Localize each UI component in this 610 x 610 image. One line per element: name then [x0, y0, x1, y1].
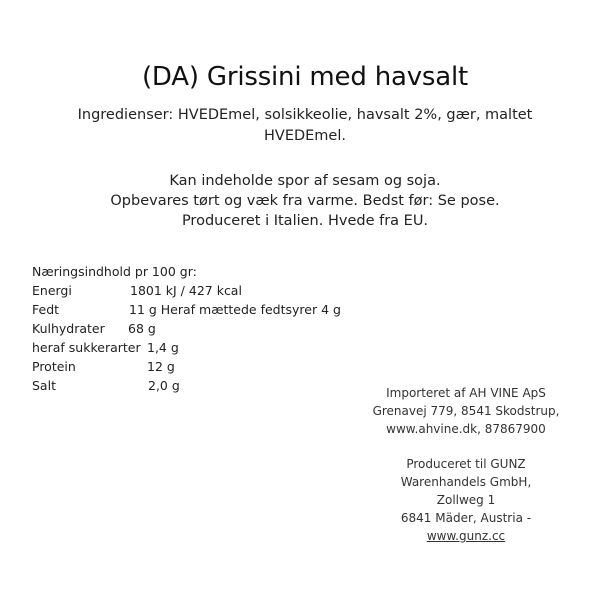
- product-title: (DA) Grissini med havsalt: [141, 62, 469, 92]
- importer-line: Importeret af AH VINE ApS: [386, 386, 546, 400]
- storage-notes: [110, 171, 499, 231]
- storage-note: Opbevares tørt og væk fra varme. Bedst før: Se pose.: [110, 193, 500, 209]
- producer-line: Produceret til GUNZ: [406, 457, 526, 471]
- allergen-note: Kan indeholde spor af sesam og soja.: [169, 173, 441, 189]
- producer-line: 6841 Mäder, Austria -: [400, 511, 532, 525]
- ingredients-line-2: HVEDEmel.: [264, 128, 346, 144]
- ingredients-line-1: Ingredienser: HVEDEmel, solsikkeolie, havsalt 2%, gær, maltet: [77, 107, 533, 123]
- nutrition-header: Næringsindhold pr 100 gr:: [32, 264, 197, 279]
- nutrient-value: 68 g: [128, 321, 156, 336]
- importer-info: [373, 384, 560, 438]
- producer-website-link[interactable]: www.gunz.cc: [426, 529, 506, 543]
- nutrient-name: Energi: [32, 283, 72, 298]
- nutrient-value: 12 g: [147, 359, 175, 374]
- origin-note: Produceret i Italien. Hvede fra EU.: [181, 213, 429, 229]
- nutrient-name: Protein: [32, 359, 76, 374]
- nutrient-value: 2,0 g: [148, 378, 180, 393]
- producer-info: [401, 455, 532, 545]
- producer-line: Warenhandels GmbH,: [400, 475, 532, 489]
- nutrient-name: Kulhydrater: [32, 321, 105, 336]
- importer-line: www.ahvine.dk, 87867900: [386, 422, 546, 436]
- nutrient-name: heraf sukkerarter: [32, 340, 141, 355]
- nutrient-value: 11 g Heraf mættede fedtsyrer 4 g: [129, 302, 341, 317]
- nutrient-name: Salt: [32, 378, 56, 393]
- nutrient-value: 1,4 g: [147, 340, 179, 355]
- nutrient-name: Fedt: [32, 302, 60, 317]
- importer-line: Grenavej 779, 8541 Skodstrup,: [372, 404, 560, 418]
- nutrient-value: 1801 kJ / 427 kcal: [130, 283, 242, 298]
- producer-line: Zollweg 1: [436, 493, 496, 507]
